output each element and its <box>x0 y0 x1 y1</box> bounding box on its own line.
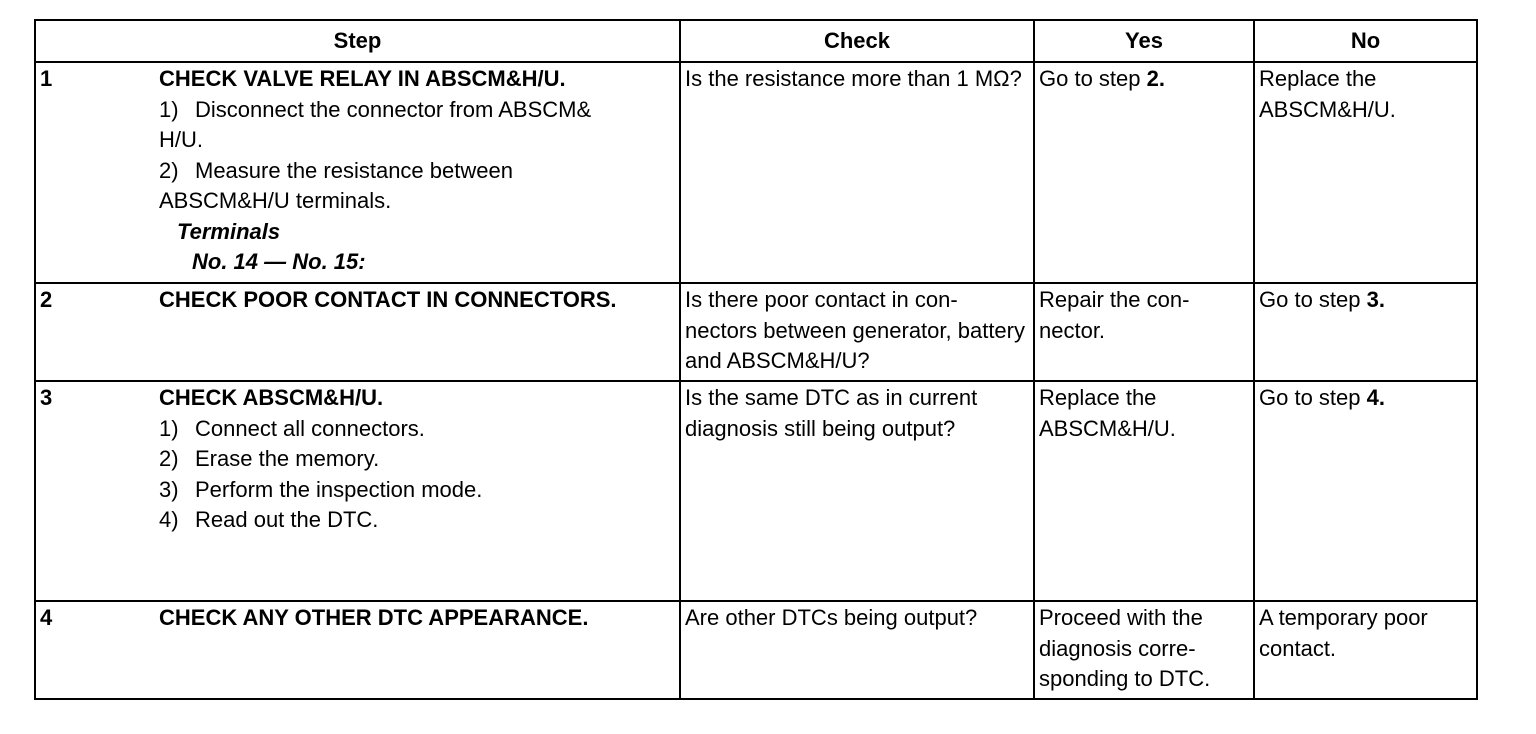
check-cell: Is the same DTC as in current diagnosis still being output? <box>680 381 1034 601</box>
step-instruction: ABSCM&H/U terminals. <box>159 188 392 213</box>
diagnosis-table <box>34 19 1478 700</box>
step-cell <box>35 283 680 381</box>
step-instruction: 1) Connect all connectors. <box>159 415 425 441</box>
step-instruction: 4) Read out the DTC. <box>159 507 379 532</box>
step-cell <box>35 381 680 601</box>
table-row <box>35 601 1477 699</box>
no-cell: Replace the ABSCM&H/U. <box>1254 62 1477 283</box>
step-number: 3 <box>40 385 53 410</box>
header-step: Step <box>35 20 680 62</box>
step-title: CHECK POOR CONTACT IN CONNECTORS. <box>159 287 617 312</box>
step-instruction: 2) Measure the resistance between <box>159 157 513 183</box>
header-check: Check <box>680 20 1034 62</box>
terminals-label: Terminals <box>177 218 281 244</box>
check-cell: Is there poor contact in con- nectors between generator, battery and ABSCM&H/U? <box>680 283 1034 381</box>
check-cell: Are other DTCs being output? <box>680 601 1034 699</box>
step-cell <box>35 62 680 283</box>
step-instruction: 3) Perform the inspection mode. <box>159 476 483 502</box>
yes-cell: Repair the con- nector. <box>1034 283 1254 381</box>
step-number: 4 <box>40 605 53 630</box>
no-cell: Go to step 3. <box>1254 283 1477 381</box>
step-number: 2 <box>40 287 53 312</box>
step-title: CHECK VALVE RELAY IN ABSCM&H/U. <box>159 66 566 91</box>
step-instruction: H/U. <box>159 127 203 152</box>
no-cell: A temporary poor contact. <box>1254 601 1477 699</box>
yes-cell: Proceed with the diagnosis corre- sponding to DTC. <box>1034 601 1254 699</box>
step-number: 1 <box>40 66 53 91</box>
step-instruction: 1) Disconnect the connector from ABSCM& <box>159 96 592 122</box>
table-header-row <box>35 20 1477 62</box>
step-title: CHECK ABSCM&H/U. <box>159 385 384 410</box>
yes-cell: Go to step 2. <box>1034 62 1254 283</box>
step-instruction: 2) Erase the memory. <box>159 446 380 471</box>
no-cell: Go to step 4. <box>1254 381 1477 601</box>
table-row <box>35 62 1477 283</box>
header-yes: Yes <box>1034 20 1254 62</box>
header-no: No <box>1254 20 1477 62</box>
step-title: CHECK ANY OTHER DTC APPEARANCE. <box>159 605 589 630</box>
table-row <box>35 381 1477 601</box>
yes-cell: Replace the ABSCM&H/U. <box>1034 381 1254 601</box>
table-row <box>35 283 1477 381</box>
step-cell <box>35 601 680 699</box>
terminals-value: No. 14 — No. 15: <box>192 249 366 274</box>
check-cell: Is the resistance more than 1 MΩ? <box>680 62 1034 283</box>
